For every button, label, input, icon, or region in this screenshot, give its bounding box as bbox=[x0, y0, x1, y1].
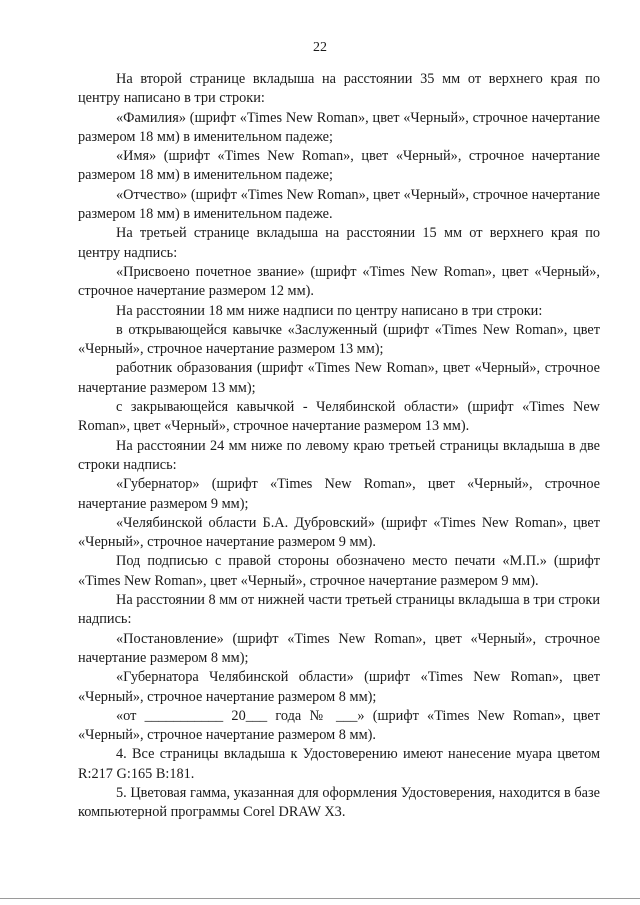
paragraph: На расстоянии 18 мм ниже надписи по центру написано в три строки: bbox=[116, 302, 543, 319]
paragraph: в открывающейся кавычке «Заслуженный (шрифт «Times New Roman», цвет «Черный», строчное начертание размером 13 мм); bbox=[78, 321, 600, 358]
paragraph: работник образования (шрифт «Times New Roman», цвет «Черный», строчное начертание размером 13 мм); bbox=[78, 360, 600, 396]
bottom-divider bbox=[0, 898, 640, 899]
paragraph: «Отчество» (шрифт «Times New Roman», цвет «Черный», строчное начертание размером 18 мм) в именительном падеже. bbox=[78, 186, 600, 223]
paragraph: На расстоянии 8 мм от нижней части третьей страницы вкладыша в три строки надпись: bbox=[78, 592, 600, 628]
paragraph: «Губернатор» (шрифт «Times New Roman», цвет «Черный», строчное начертание размером 9 мм); bbox=[78, 476, 600, 512]
paragraph: 5. Цветовая гамма, указанная для оформления Удостоверения, находится в базе компьютерной программы Corel DRAW X3. bbox=[78, 784, 600, 821]
paragraph: «Губернатора Челябинской области» (шрифт «Times New Roman», цвет «Черный», строчное начертание размером 8 мм); bbox=[78, 669, 600, 705]
paragraph: «Постановление» (шрифт «Times New Roman», цвет «Черный», строчное начертание размером 8 мм); bbox=[78, 630, 600, 666]
page-number: 22 bbox=[313, 40, 327, 55]
paragraph: На расстоянии 24 мм ниже по левому краю третьей страницы вкладыша в две строки надпись: bbox=[78, 437, 600, 473]
paragraph: Под подписью с правой стороны обозначено место печати «М.П.» (шрифт «Times New Roman», цвет «Черный», строчное начертание размером 9 мм). bbox=[78, 553, 600, 589]
paragraph: «Челябинской области Б.А. Дубровский» (шрифт «Times New Roman», цвет «Черный», строчное начертание размером 9 мм). bbox=[78, 514, 600, 551]
paragraph: «Имя» (шрифт «Times New Roman», цвет «Черный», строчное начертание размером 18 мм) в именительном падеже; bbox=[78, 148, 600, 184]
paragraph: «от ___________ 20___ года № ___» (шрифт «Times New Roman», цвет «Черный», строчное начертание размером 8 мм). bbox=[78, 707, 600, 744]
paragraph: 4. Все страницы вкладыша к Удостоверению имеют нанесение муара цветом R:217 G:165 B:181. bbox=[78, 746, 600, 782]
document-body bbox=[78, 70, 600, 823]
paragraph: с закрывающейся кавычкой - Челябинской области» (шрифт «Times New Roman», цвет «Черный», строчное начертание размером 13 мм). bbox=[78, 399, 600, 435]
paragraph: На второй странице вкладыша на расстоянии 35 мм от верхнего края по центру написано в три строки: bbox=[78, 71, 600, 107]
paragraph: «Присвоено почетное звание» (шрифт «Times New Roman», цвет «Черный», строчное начертание размером 12 мм). bbox=[78, 263, 600, 300]
paragraph: На третьей странице вкладыша на расстоянии 15 мм от верхнего края по центру надпись: bbox=[78, 225, 600, 261]
paragraph: «Фамилия» (шрифт «Times New Roman», цвет «Черный», строчное начертание размером 18 мм) в именительном падеже; bbox=[78, 109, 600, 145]
